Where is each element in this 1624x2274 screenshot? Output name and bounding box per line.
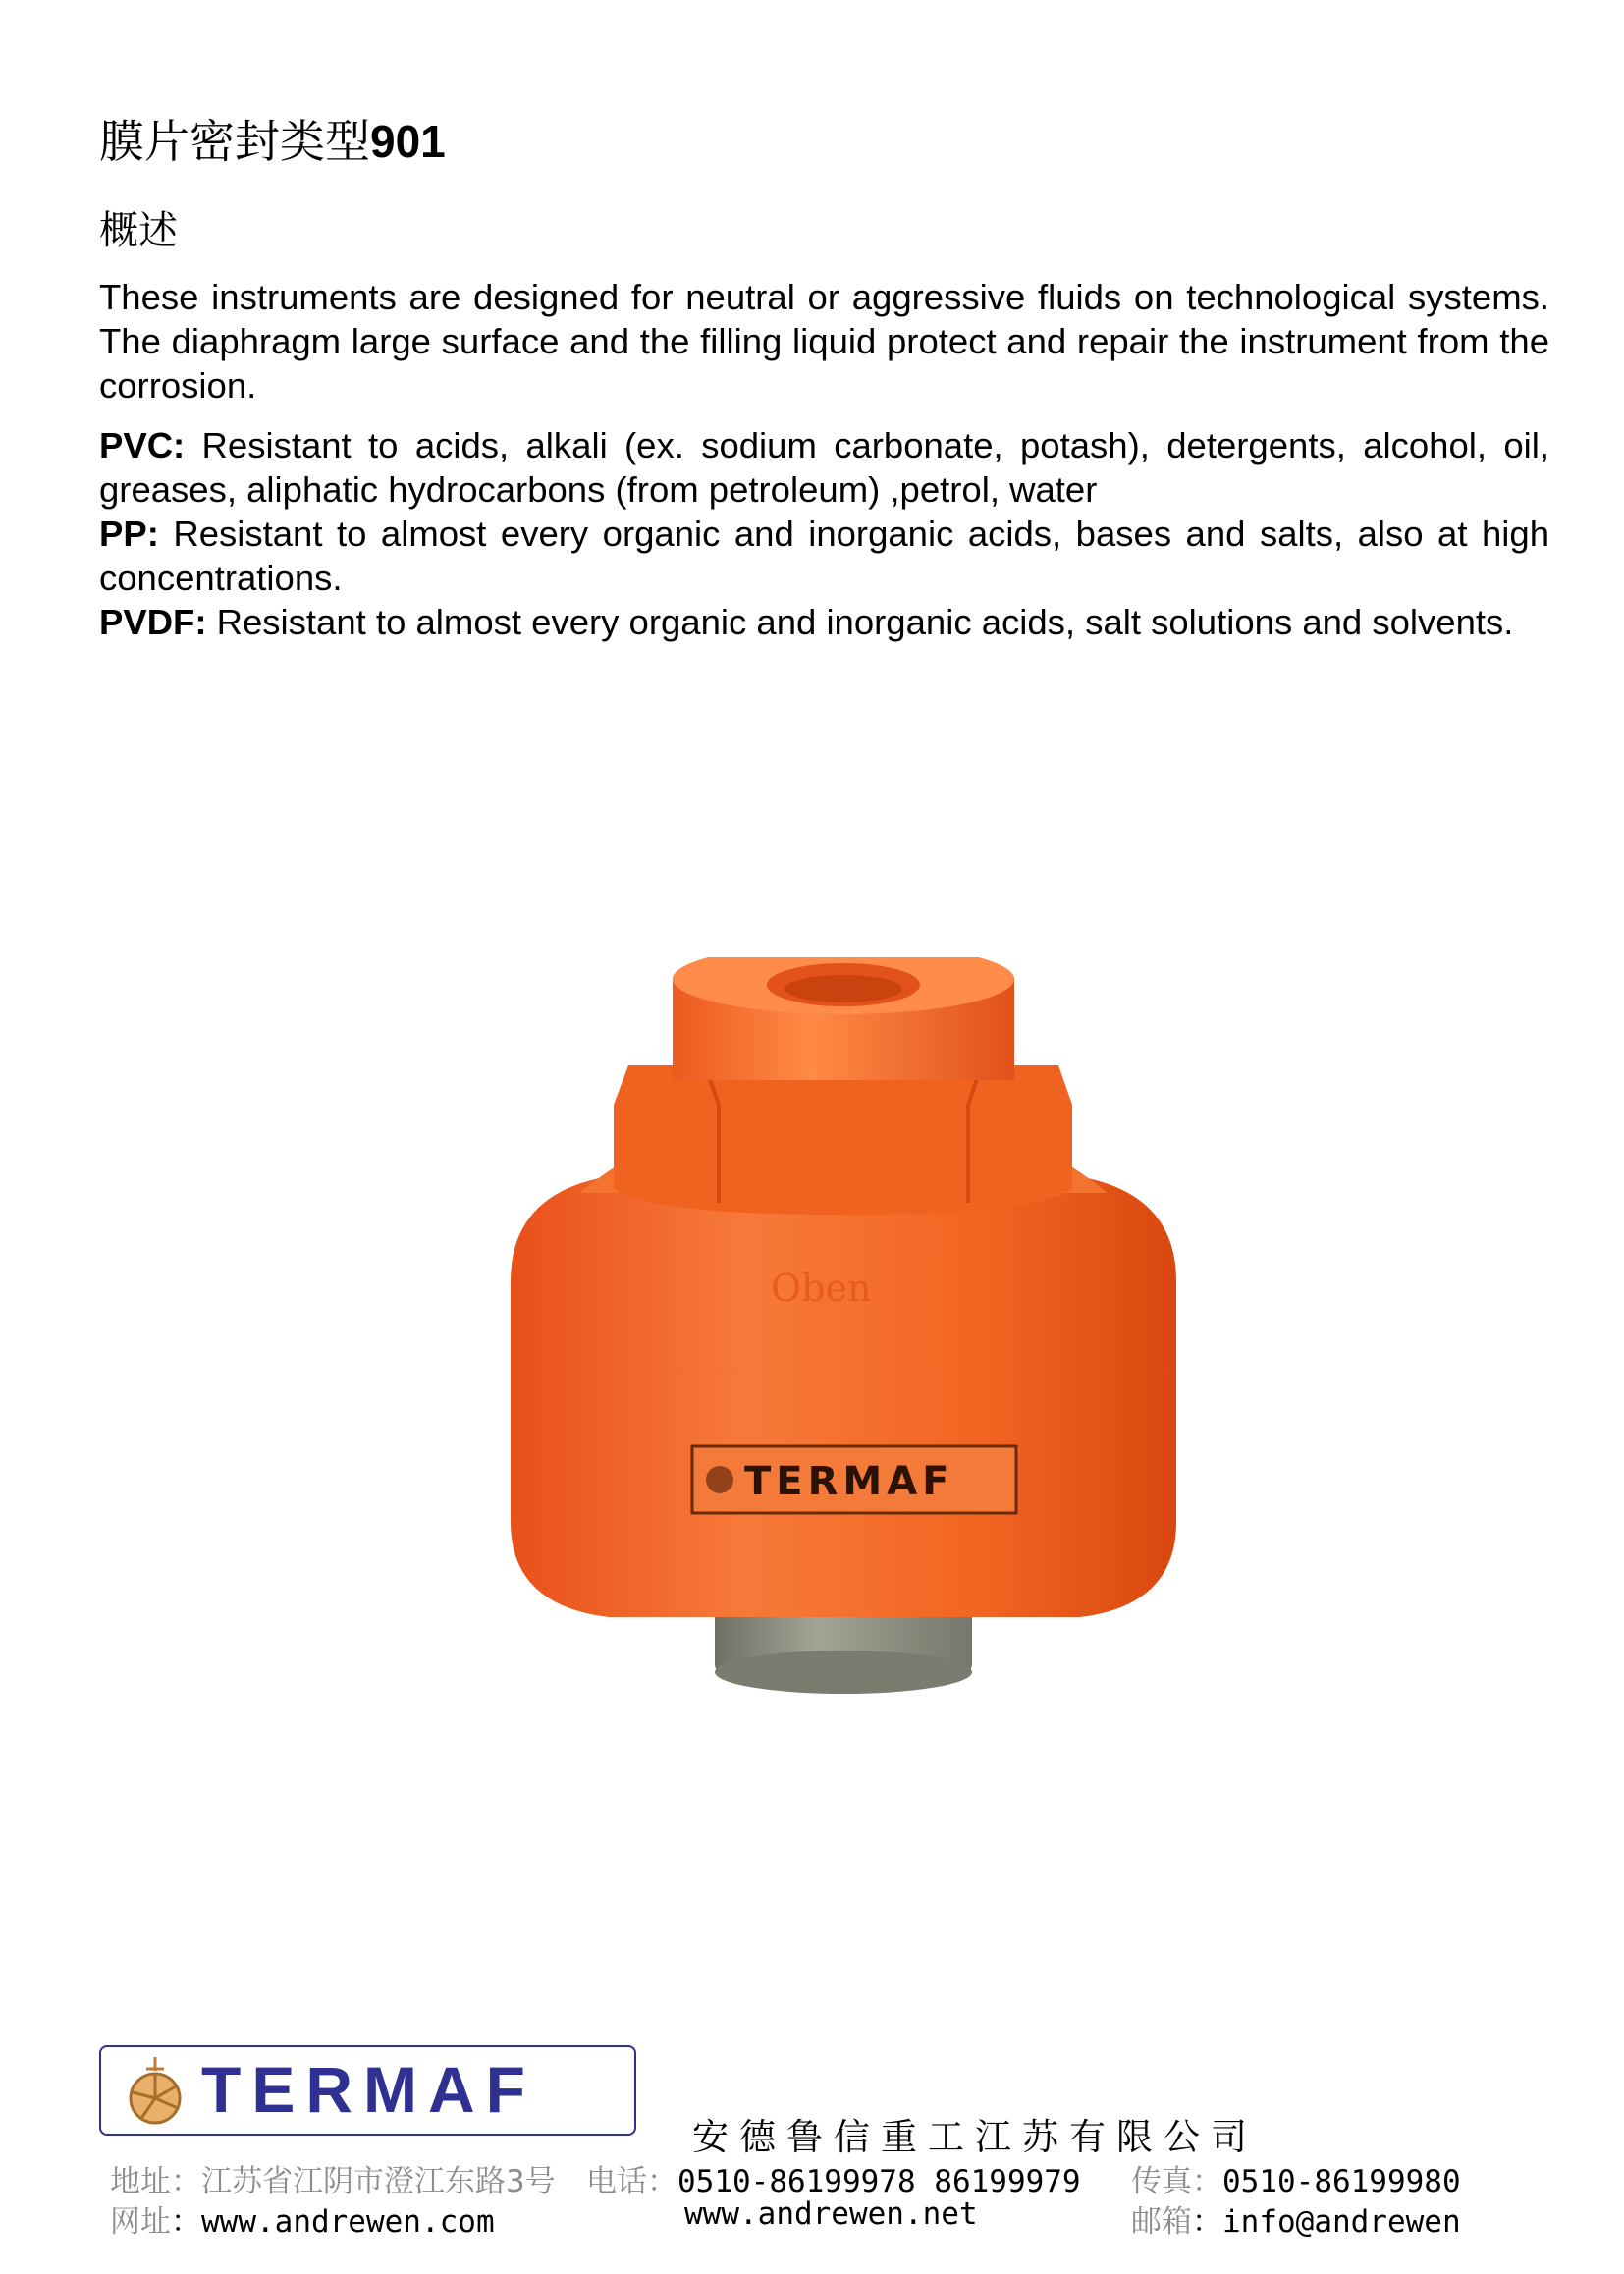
intro-paragraph xyxy=(99,275,1549,407)
section-heading: 概述 xyxy=(99,209,178,252)
product-photo xyxy=(491,957,1178,1723)
company-name: 安德鲁信重工江苏有限公司 xyxy=(692,2117,1258,2157)
intro-text: These instruments are designed for neutral or aggressive fluids on technological systems. The diaphragm large surface and the filling liquid protect and repair the instrument from the corrosion. xyxy=(99,277,1549,406)
material-pp xyxy=(99,512,1549,600)
page-title xyxy=(99,114,446,169)
website-link-com[interactable]: www.andrewen.com xyxy=(201,2204,495,2240)
title-text: 膜片密封类型 xyxy=(99,116,370,167)
material-description: Resistant to almost every organic and inorganic acids, salt solutions and solvents. xyxy=(206,602,1514,642)
material-pvdf xyxy=(99,600,1549,644)
website-link-net[interactable]: www.andrewen.net xyxy=(684,2196,978,2232)
fax-label: 传真： xyxy=(1131,2164,1222,2199)
material-description: Resistant to acids, alkali (ex. sodium carbonate, potash), detergents, alcohol, oil, greases, aliphatic hydrocarbons (from petroleum) ,petrol, water xyxy=(99,425,1549,510)
fax-value: 0510-86199980 xyxy=(1222,2164,1461,2199)
title-number: 901 xyxy=(370,116,446,167)
material-description: Resistant to almost every organic and inorganic acids, bases and salts, also at high concentrations. xyxy=(99,514,1549,598)
threaded-port xyxy=(673,957,1014,1080)
phone-label: 电话： xyxy=(586,2164,677,2199)
email-colon: ： xyxy=(1192,2204,1222,2240)
web-label: 网址 xyxy=(110,2204,171,2240)
phone-value: 0510-86199978 86199979 xyxy=(677,2164,1081,2199)
brand-label xyxy=(692,1446,1016,1513)
email-link[interactable]: info@andrewen xyxy=(1222,2204,1461,2240)
embossed-text: Oben xyxy=(771,1267,872,1310)
web-colon: ： xyxy=(171,2204,201,2240)
email-label: 邮箱 xyxy=(1131,2204,1192,2240)
address-value: 江苏省江阴市澄江东路3号 xyxy=(201,2164,556,2199)
materials-list xyxy=(99,423,1549,644)
footer-logo xyxy=(99,2045,636,2136)
brand-label-text: TERMAF xyxy=(744,1459,954,1504)
material-name: PVDF: xyxy=(99,602,207,642)
material-name: PP: xyxy=(99,514,159,554)
material-pvc xyxy=(99,423,1549,512)
logo-text: TERMAF xyxy=(201,2053,536,2126)
address-label: 地址： xyxy=(110,2164,201,2199)
hex-nut xyxy=(614,1065,1072,1215)
material-name: PVC: xyxy=(99,425,186,465)
logo-emblem-icon xyxy=(111,2049,199,2132)
